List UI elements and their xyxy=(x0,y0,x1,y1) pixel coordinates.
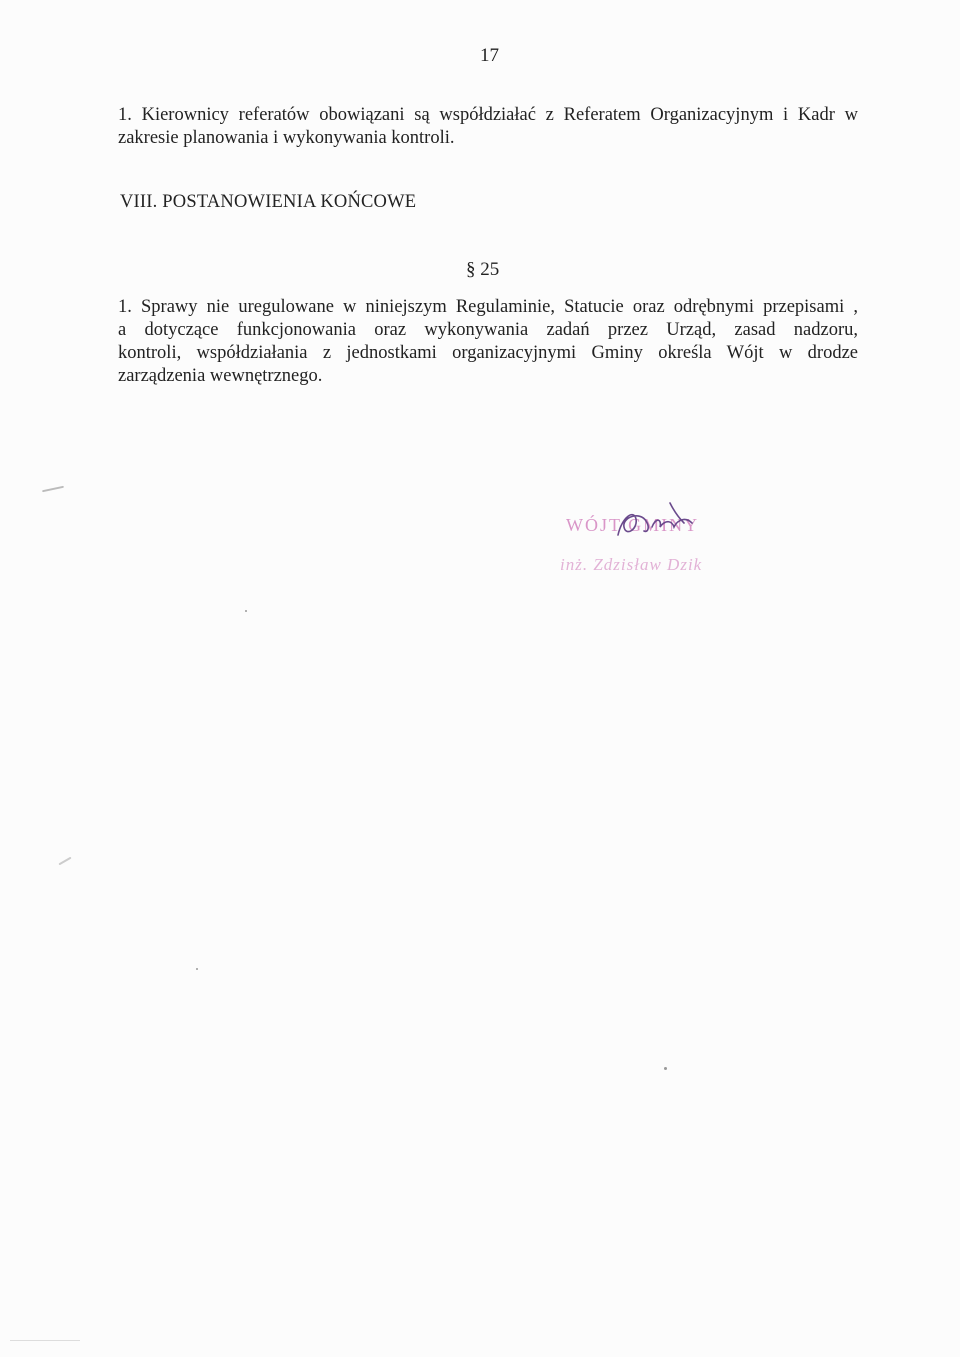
scan-artifact xyxy=(245,610,247,612)
paragraph-item-1-sprawy xyxy=(118,296,858,388)
paragraph-line: kontroli, współdziałania z jednostkami organizacyjnymi Gminy określa Wójt w drodze xyxy=(118,343,858,363)
paragraph-line: zarządzenia wewnętrznego. xyxy=(118,366,323,386)
stamp-title: WÓJT GMINY xyxy=(566,515,700,535)
paragraph-line: 1. Sprawy nie uregulowane w niniejszym Regulaminie, Statucie oraz odrębnymi przepisami , xyxy=(118,297,858,317)
paragraph-item-1-referaty: 1. Kierownicy referatów obowiązani są współdziałać z Referatem Organizacyjnym i Kadr w zakresie planowania i wykonywania kontroli. xyxy=(118,105,858,148)
official-stamp xyxy=(560,505,810,595)
handwritten-signature xyxy=(600,497,720,547)
scan-artifact xyxy=(664,1067,667,1070)
stamp-name: inż. Zdzisław Dzik xyxy=(560,555,703,574)
scan-artifact xyxy=(10,1340,80,1341)
scan-artifact xyxy=(42,486,64,493)
page-number: 17 xyxy=(480,45,499,66)
section-heading-postanowienia-koncowe: VIII. POSTANOWIENIA KOŃCOWE xyxy=(120,192,417,212)
scan-artifact xyxy=(196,968,198,970)
paragraph-mark-25: § 25 xyxy=(466,259,500,280)
paragraph-line: a dotyczące funkcjonowania oraz wykonywania zadań przez Urząd, zasad nadzoru, xyxy=(118,320,858,340)
scan-artifact xyxy=(58,857,71,866)
